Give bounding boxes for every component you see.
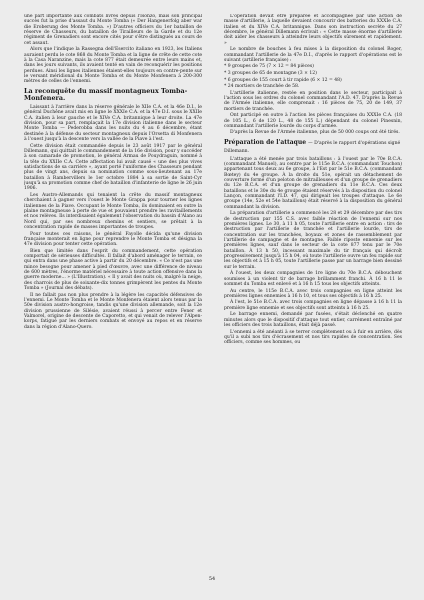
paragraph: Pour toutes ces raisons, le général Fayolle décida qu'une division française monterait en ligne pour reprendre le Monte Tomba et désigna la 47e division pour tenter cette opération. bbox=[24, 231, 202, 248]
subsection-title: Préparation de l'attaque bbox=[224, 138, 307, 146]
text-columns bbox=[24, 14, 402, 574]
paragraph: Les Austro-Allemands qui tenaient la crête du massif montagneux cherchaient à gagner vers l'ouest le Monte Grappa pour tourner les lignes italiennes de la Piave. Occupant le Monte Tomba, ils dominaient en outre la plaine montagneuse à perte de vue et pouvaient prendre les ravitaillements et nos relèves. Ils interdisaient également l'observation du bassin d'Alano au Nord qui, par ses nombreux chemins et sentiers, se prêtait à la concentration rapide de masses importantes de troupes. bbox=[24, 192, 202, 230]
paragraph: L'ennemi a été anéanti à se terrer complètement ou à fuir en arrière, dès qu'il a subi nos tirs d'écrasement et nos tirs rapides de concentration. Ses officiers, comme ses hommes, ou bbox=[224, 329, 402, 346]
left-column bbox=[24, 14, 202, 574]
paragraph: D'après la Revue de l'Armée italienne, plus de 50 000 coups ont été tirés. bbox=[230, 130, 400, 136]
paragraph: Laissant à l'arrière dans la réserve générale le XIIe C.A. et la 46e D.I., le général Duchêne avait mis en ligne le XXXIe C.A. et la 47e D.I. sous le XXIIe C.A. italien à leur gauche et le XIVe C.A. britannique à leur droite. La 47e division, pour sa part, remplaçait la 17e division italienne dans le secteur Monte Tomba — Pederobba dans les nuits du 4 au 6 décembre, étant destinée à la défense du secteur montagneux depuis l'Orsetta di Monfenera à l'ouest jusqu'à la descente vers la vallée de la Piave à l'est. bbox=[24, 105, 202, 143]
paragraph: L'opération devait être préparée et accompagnée par une action de masse d'artillerie, à laquelle devaient concourir des batteries du XXXIe C.A. italien et du XIVe C.A. britannique. Dans son instruction secrète du 27 décembre, le général Dillemann écrivait : « Cette masse énorme d'artillerie doit aider les chasseurs à atteindre leurs objectifs sûrement et rapidement. » bbox=[224, 14, 402, 46]
paragraph: Alors que l'indique la Rassegna dell'Esercito italiano en 1923, les Italiens auraient perdu le cote 868 du Monte Tomba et la ligne de crête de cette cote à la Casa Naranzine, mais la cote 877 était demeurée entre leurs mains et, dans les jours suivants, ils avaient tenté en vain de reconquérir les positions perdues. Ainsi les lignes italiennes étaient-elles toujours en contre-pente sur le versant méridional du Monte Tomba et du Monte Monfenera à 200-300 mètres de celles de l'ennemi. bbox=[24, 47, 202, 85]
paragraph: L'artillerie italienne, restée en position dans le secteur, participait à l'action sous les ordres du colonel commandant l'A.D. 47. D'après la Revue de l'Armée italienne, elle comprenait : 16 pièces de 75, 20 de 149, 37 mortiers de tranchée. bbox=[224, 90, 402, 112]
subsection-heading bbox=[224, 139, 402, 155]
paragraph: Au centre, le 115e B.C.A. avec trois compagnies en ligne atteint les premières lignes ennemies à 16 h 10, et tous ses objectifs à 16 h 25. bbox=[224, 288, 402, 299]
paragraph: Cette division était commandée depuis le 23 août 1917 par le général Dillemann, qui quittait le commandement de la 16e division, pour y succéder à son camarade de promotion, le général Armau de Pouydraguin, nommé à la tête du XXIIe C.A. Cette affectation lui avait causé « une des plus vives satisfactions de sa carrière », ayant porté l'uniforme des Chasseurs pendant plus de vingt ans, depuis sa nomination comme sous-lieutenant au 17e bataillon à Rambervillers le 1er octobre 1884 à sa sortie de Saint-Cyr jusqu'à sa promotion comme chef de bataillon d'infanterie de ligne le 26 juin 1906. bbox=[24, 143, 202, 192]
list-item: * 24 mortiers de tranchée de 58. bbox=[224, 84, 300, 90]
paragraph: Il ne fallait pas non plus prendre à la légère les capacités défensives de l'ennemi. Le Monte Tomba et le Monte Monfenera étaient alors tenus par la 50e division austro-hongroise, tandis qu'une division allemande, soit la 12e division prussienne de Silésie, avaient réussi à percer entre Fener et Valmorel, origine de descente de Caporetto, et qui venait de relever l'Alpen-korps, fatigué par les derniers combats et envoyé au repos et en réserve dans la région d'Alano-Quero. bbox=[24, 292, 202, 330]
paragraph: À l'ouest, les deux compagnies de 1re ligne du 70e B.C.A. débouchent soumises à un violent tir de barrage brillamment franchi. À 16 h 11 le sommet du Tomba est enlevé et à 16 h 15 tous les objectifs atteints. bbox=[224, 271, 402, 287]
list-item: * 9 groupes de 75 (7 × 12 = 84 pièces) bbox=[224, 64, 314, 70]
page-number: 54 bbox=[208, 576, 216, 582]
paragraph: À l'est, le 51e B.C.A. avec trois compagnies en ligne dépasse à 16 h 11 la première ligne ennemie et ses objectifs sont atteints à 16 h 25. bbox=[224, 300, 402, 311]
section-heading: La reconquête du massif montagneux Tomba-Monfenera. bbox=[24, 86, 188, 102]
paragraph: La préparation d'artillerie a commencé les 28 et 29 décembre par des tirs de destruction par 155 C.S. avec faible réaction de l'ennemi sur nos premières lignes. Le 30, à 11 h 05, toute l'artillerie entre en action : tirs de destruction par l'artillerie de tranchée et l'artillerie lourde, tirs de concentration sur les tranchées, boyaux et zones de rassemblement par l'artillerie de campagne et de montagne. Faible riposte ennemie sur les premières lignes, sauf dans le secteur de la cote 877 tenu par le 70e bataillon. À 13 h 50, incessant maximale du tir français qui décroît progressivement jusqu'à 15 h 04, où toute l'artillerie ouvre un feu rapide sur les objectifs et à 15 h 05, toute l'artillerie passe par un barrage bien dessiné sur le terrain. bbox=[224, 211, 402, 270]
list-item: * 6 groupes de 155 court à tir rapide (6 × 12 = 48) bbox=[224, 77, 342, 83]
subsection-subtitle: — D'après le rapport d'opérations signé Dillemann. bbox=[224, 140, 401, 154]
paragraph: Bien que limitée dans l'esprit du commandement, cette opération comportait de sérieuses difficultés. Il fallait d'abord aménager le terrain, ce qui entra dans une phase active à partir du 20 décembre. « Ce n'est pas une mince besogne pour amener à pied d'œuvre, avec une différence de niveau de 600 mètres, l'énorme matériel nécessaire à toute action offensive dans la guerre moderne... » (L'Illustration). « Il y avait des nuits où, malgré la neige, des charrois de plus de soixante-dix tonnes grimpèrent les pentes du Monte Tomba » (Journal des débats). bbox=[24, 248, 202, 292]
paragraph: Le barrage ennemi, demandé par fusées, s'était déclenché en quatre minutes alors que le dispositif d'attaque tout entier, carrément entraîné par les officiers des trois bataillons, était déjà passé. bbox=[224, 312, 402, 328]
paragraph: L'attaque a été menée par trois bataillons : à l'ouest par le 70e B.C.A. (commandant Manuel), au centre par le 115e B.C.A. (commandant Touchon) appartenant tous deux au 6e groupe, à l'Est par le 51e B.C.A. (commandant Bœtey) du 4e groupe. À la droite du 51e, opérait un détachement de couverture formé d'un peloton de mitrailleuses et d'un groupe de grenadiers du 12e B.C.A. et d'un groupe de grenadiers du 11e B.C.A. Ces deux bataillons et le 30e du 4e groupe étaient réservés à la disposition du colonel Lançon, commandant l'I.D. 47, qui dirigeait les troupes d'attaque. Le 6e groupe (14e, 52e et 54e bataillons) était réservé à la disposition du général commandant la division. bbox=[224, 156, 402, 210]
paragraph: une part importante aux combats livrés depuis l'Isonzo, mais son principal succès fut la prise d'assaut du Monte Tomba (« Der Hangenerfolg aber war die Eroberung des Monte Tomba. ») D'autres officiers du 1er bataillon de réserve de Chasseurs, du bataillon de Tirailleurs de la Garde et du 12e régiment de Grenadiers sont encore cités pour s'être distingués au cours de cet assaut. bbox=[24, 14, 202, 46]
list-item: * 3 groupes de 65 de montagne (3 × 12) bbox=[224, 71, 317, 76]
paragraph: Ont participé en outre à l'action les pièces françaises du XXXIe C.A. (18 de 105 L., 6 de 120 L., 48 de 155 L.) dépendant du colonel Pinesnin, commandant l'artillerie lourde du corps d'armée. bbox=[224, 113, 402, 129]
paragraph: Le nombre de bouches à feu mises à la disposition du colonel Roger, commandant l'artillerie de la 47e D.I., d'après le rapport d'opérations est le suivant (artillerie française) : bbox=[224, 47, 402, 63]
right-column bbox=[224, 14, 402, 574]
